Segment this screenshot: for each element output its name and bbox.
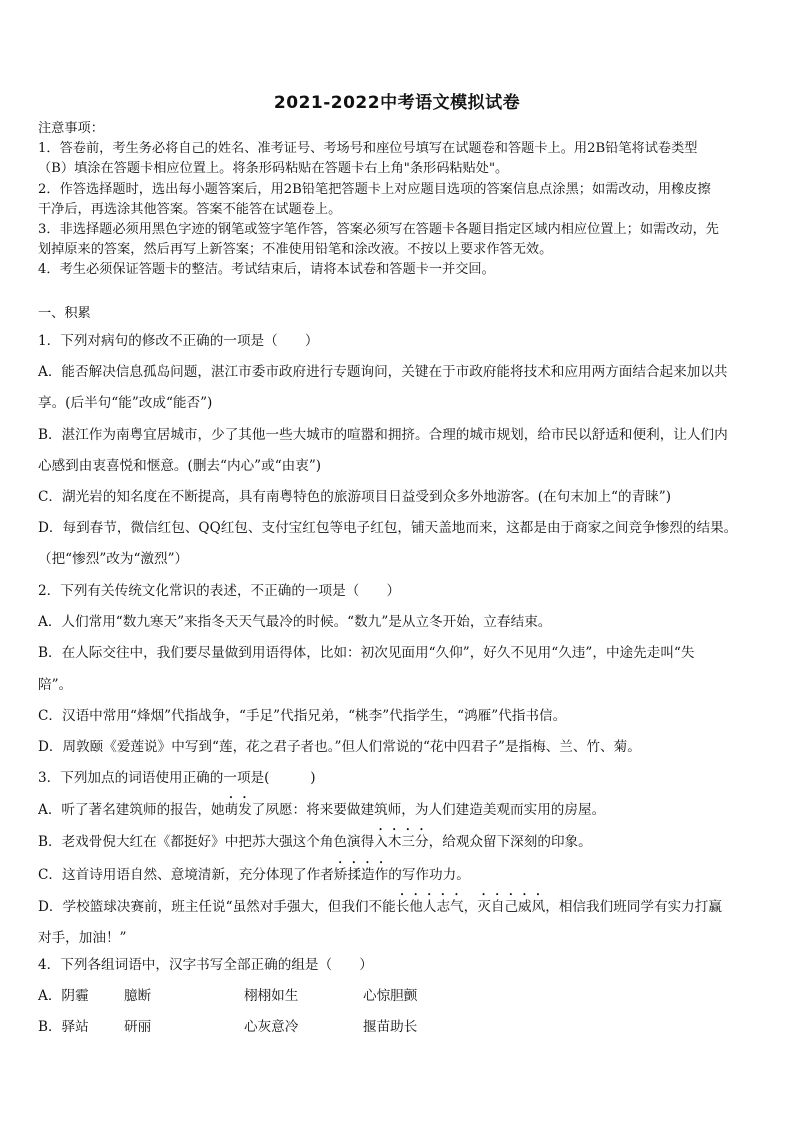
question-stem: 4．下列各组词语中，汉字书写全部正确的组是（ ） bbox=[38, 957, 373, 973]
notice-line: 干净后，再选涂其他答案。答案不能答在试题卷上。 bbox=[38, 201, 342, 217]
option-word: 心惊胆颤 bbox=[363, 988, 418, 1005]
dotted-word: 萌发 bbox=[224, 802, 252, 819]
notice-line: 1．答卷前，考生务必将自己的姓名、准考证号、考场号和座位号填写在试题卷和答题卡上。用2B铅笔将试卷类型 bbox=[38, 141, 698, 157]
question-3 bbox=[38, 763, 762, 954]
option-text: D．学校篮球决赛前，班主任说“虽然对手强大，但我们不能 bbox=[38, 898, 396, 915]
option-word: 研丽 bbox=[124, 1019, 152, 1036]
option-word: 栩栩如生 bbox=[244, 988, 299, 1005]
option-row bbox=[38, 981, 762, 1012]
option-text: ，给观众留下深刻的印象。 bbox=[428, 834, 592, 851]
option-line bbox=[38, 826, 762, 858]
notice-line: 3．非选择题必须用黑色字迹的钢笔或签字笔作答，答案必须写在答题卡各题目指定区域内相应位置上；如需改动，先 bbox=[38, 222, 719, 238]
notice-line: 4．考生必须保证答题卡的整洁。考试结束后，请将本试卷和答题卡一并交回。 bbox=[38, 262, 495, 278]
option-line bbox=[38, 859, 762, 891]
option-line: D．周敦颐《爱莲说》中写到“莲，花之君子者也。”但人们常说的“花中四君子”是指梅、兰、竹、菊。 bbox=[38, 739, 641, 756]
option-word: 心灰意冷 bbox=[244, 1019, 299, 1036]
notice-block bbox=[38, 119, 762, 281]
option-text: 了夙愿：将来要做建筑师，为人们建造美观而实用的房屋。 bbox=[251, 802, 606, 819]
option-label: B．驿站 bbox=[38, 1019, 89, 1036]
dotted-word: 矫揉造作 bbox=[333, 866, 389, 883]
option-row bbox=[38, 1012, 762, 1043]
option-line: C．湖光岩的知名度在不断提高，具有南粤特色的旅游项目日益受到众多外地游客。(在句末加上“的青睐”) bbox=[38, 489, 672, 506]
option-text: 的写作功力。 bbox=[388, 866, 470, 883]
question-stem: 2．下列有关传统文化常识的表述，不正确的一项是（ ） bbox=[38, 583, 401, 599]
option-line: A．能否解决信息孤岛问题，湛江市委市政府进行专题询问，关键在于市政府能将技术和应用两方面结合起来加以共 bbox=[38, 364, 728, 381]
exam-title: 2021-2022中考语文模拟试卷 bbox=[273, 93, 521, 113]
question-4 bbox=[38, 950, 762, 1044]
option-line: B．在人际交往中，我们要尽量做到用语得体，比如：初次见面用“久仰”，好久不见用“久违”，中途先走叫“失 bbox=[38, 645, 695, 662]
notice-line: （B）填涂在答题卡相应位置上。将条形码粘贴在答题卡右上角"条形码粘贴处"。 bbox=[38, 161, 509, 177]
option-text: ，相信我们班同学有实力打赢 bbox=[545, 898, 722, 915]
option-word: 臆断 bbox=[124, 988, 152, 1005]
question-2 bbox=[38, 576, 762, 763]
option-text: C．这首诗用语自然、意境清新，充分体现了作者 bbox=[38, 866, 334, 883]
dotted-word: 长他人志气，灭自己威风 bbox=[395, 898, 546, 915]
option-line: D．每到春节，微信红包、QQ红包、支付宝红包等电子红包，铺天盖地而来，这都是由于商家之间竞争惨烈的结果。 bbox=[38, 520, 738, 537]
option-line: C．汉语中常用“烽烟”代指战争，“手足”代指兄弟，“桃李”代指学生，“鸿雁”代指书信。 bbox=[38, 707, 567, 724]
notice-line: 2．作答选择题时，选出每小题答案后，用2B铅笔把答题卡上对应题目选项的答案信息点涂黑；如需改动，用橡皮擦 bbox=[38, 181, 711, 197]
option-line bbox=[38, 794, 762, 826]
option-line bbox=[38, 891, 762, 923]
option-line: 对手，加油！” bbox=[38, 930, 127, 947]
option-text: A．听了著名建筑师的报告，她 bbox=[38, 802, 225, 819]
option-line: 心感到由衷喜悦和惬意。(删去“内心”或“由衷”) bbox=[38, 457, 322, 474]
notice-heading: 注意事项： bbox=[38, 121, 104, 136]
section-heading: 一、积累 bbox=[38, 306, 91, 321]
option-line: B．湛江作为南粤宜居城市，少了其他一些大城市的喧嚣和拥挤。合理的城市规划，给市民以舒适和便利，让人们内 bbox=[38, 426, 728, 443]
option-label: A．阴霾 bbox=[38, 988, 89, 1005]
option-line: 享。(后半句“能”改成“能否”) bbox=[38, 395, 213, 412]
notice-line: 划掉原来的答案，然后再写上新答案；不准使用铅笔和涂改液。不按以上要求作答无效。 bbox=[38, 242, 553, 258]
option-line: A．人们常用“数九寒天”来指冬天天气最冷的时候。“数九”是从立冬开始，立春结束。 bbox=[38, 614, 552, 631]
option-text: B．老戏骨倪大红在《都挺好》中把苏大强这个角色演得 bbox=[38, 834, 375, 851]
question-1 bbox=[38, 326, 762, 576]
question-stem: 1．下列对病句的修改不正确的一项是（ ） bbox=[38, 333, 319, 349]
option-line: （把“惨烈”改为“激烈”） bbox=[38, 551, 189, 568]
option-line: 陪”。 bbox=[38, 676, 73, 693]
option-word: 揠苗助长 bbox=[363, 1019, 418, 1036]
question-stem: 3．下列加点的词语使用正确的一项是( ) bbox=[38, 770, 316, 786]
dotted-word: 入木三分 bbox=[374, 834, 429, 851]
